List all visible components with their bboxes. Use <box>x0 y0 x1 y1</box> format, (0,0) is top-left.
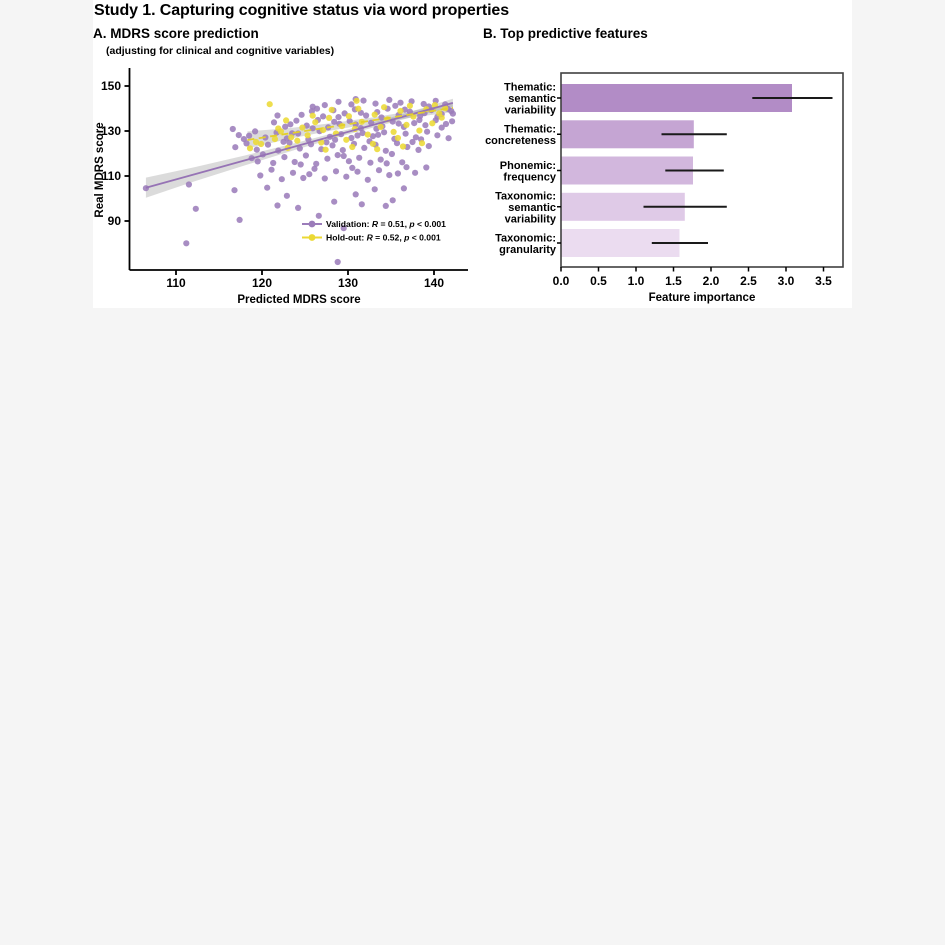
scatter-point <box>341 153 347 159</box>
scatter-point <box>386 172 392 178</box>
scatter-point <box>331 199 337 205</box>
scatter-point <box>324 156 330 162</box>
x-tick-label: 3.5 <box>815 274 832 288</box>
scatter-point <box>375 132 381 138</box>
scatter-point <box>372 101 378 107</box>
scatter-point <box>310 113 316 119</box>
scatter-point <box>449 118 455 124</box>
scatter-point <box>349 144 355 150</box>
scatter-point <box>396 121 402 127</box>
scatter-point <box>275 125 281 131</box>
panel-a-subtitle: (adjusting for clinical and cognitive variables) <box>106 45 335 57</box>
scatter-point <box>252 128 258 134</box>
scatter-point <box>299 125 305 131</box>
scatter-point <box>389 151 395 157</box>
scatter-point <box>274 112 280 118</box>
scatter-point <box>349 165 355 171</box>
x-tick-label: 110 <box>166 276 186 290</box>
scatter-point <box>392 103 398 109</box>
x-tick-label: 1.5 <box>665 274 682 288</box>
scatter-point <box>284 193 290 199</box>
scatter-point <box>381 104 387 110</box>
scatter-point <box>311 166 317 172</box>
scatter-point <box>303 152 309 158</box>
scatter-point <box>450 111 456 117</box>
scatter-point <box>143 185 149 191</box>
scatter-point <box>374 146 380 152</box>
figure-canvas <box>93 0 852 308</box>
scatter-point <box>383 148 389 154</box>
scatter-point <box>400 143 406 149</box>
scatter-point <box>391 129 397 135</box>
scatter-point <box>231 187 237 193</box>
scatter-point <box>381 129 387 135</box>
scatter-point <box>335 259 341 265</box>
scatter-point <box>270 160 276 166</box>
scatter-point <box>429 120 435 126</box>
scatter-point <box>258 141 264 147</box>
x-tick-label: 130 <box>337 276 359 290</box>
scatter-point <box>416 117 422 123</box>
scatter-point <box>359 201 365 207</box>
scatter-point <box>422 122 428 128</box>
scatter-point <box>370 141 376 147</box>
scatter-point <box>333 168 339 174</box>
scatter-point <box>322 102 328 108</box>
scatter-point <box>383 203 389 209</box>
x-tick-label: 2.0 <box>702 274 720 288</box>
scatter-point <box>446 135 452 141</box>
scatter-point <box>335 152 341 158</box>
scatter-point <box>409 139 415 145</box>
scatter-point <box>407 103 413 109</box>
scatter-point <box>329 142 335 148</box>
y-tick-label: 90 <box>107 214 121 229</box>
scatter-point <box>411 120 417 126</box>
scatter-point <box>306 171 312 177</box>
scatter-point <box>423 164 429 170</box>
scatter-point <box>348 101 354 107</box>
scatter-point <box>193 206 199 212</box>
mdrs-scatter-chart <box>93 58 475 308</box>
scatter-point <box>365 177 371 183</box>
scatter-point <box>255 158 261 164</box>
legend-text: Validation: R = 0.51, p < 0.001 <box>326 219 446 229</box>
scatter-point <box>280 139 286 145</box>
scatter-point <box>395 170 401 176</box>
category-label: Thematic: semantic variability <box>504 81 556 117</box>
scatter-point <box>335 99 341 105</box>
y-axis-label: Real MDRS score <box>94 122 106 218</box>
scatter-point <box>186 181 192 187</box>
scatter-point <box>343 137 349 143</box>
figure-title: Study 1. Capturing cognitive status via word properties <box>94 2 510 19</box>
scatter-point <box>397 100 403 106</box>
scatter-point <box>331 119 337 125</box>
scatter-point <box>232 144 238 150</box>
scatter-point <box>329 107 335 113</box>
legend-text: Hold-out: R = 0.52, p < 0.001 <box>326 232 441 243</box>
scatter-point <box>397 108 403 114</box>
scatter-point <box>292 159 298 165</box>
scatter-point <box>314 106 320 112</box>
legend-marker-icon <box>309 221 316 228</box>
scatter-point <box>340 147 346 153</box>
scatter-point <box>283 117 289 123</box>
legend-marker-icon <box>309 234 316 241</box>
x-axis-label: Feature importance <box>648 292 756 304</box>
scatter-point <box>416 128 422 134</box>
scatter-point <box>378 157 384 163</box>
scatter-point <box>299 112 305 118</box>
scatter-point <box>424 129 430 135</box>
scatter-point <box>236 132 242 138</box>
scatter-point <box>265 142 271 148</box>
scatter-point <box>293 118 299 124</box>
category-label: Taxonomic: semantic variability <box>495 190 556 226</box>
scatter-point <box>288 134 294 140</box>
scatter-point <box>360 98 366 104</box>
x-tick-label: 0.0 <box>552 274 570 288</box>
x-tick-label: 1.0 <box>627 274 645 288</box>
y-tick-label: 130 <box>100 124 121 139</box>
scatter-point <box>320 113 326 119</box>
y-tick-label: 150 <box>100 79 121 94</box>
x-tick-label: 2.5 <box>740 274 757 288</box>
panel-a-title: A. MDRS score prediction <box>93 26 259 41</box>
scatter-point <box>183 240 189 246</box>
scatter-point <box>354 132 360 138</box>
scatter-point <box>354 169 360 175</box>
scatter-point <box>372 112 378 118</box>
scatter-point <box>372 186 378 192</box>
x-tick-label: 3.0 <box>777 274 795 288</box>
legend-item <box>302 219 446 229</box>
scatter-point <box>439 115 445 121</box>
category-label: Phonemic: frequency <box>499 159 556 184</box>
legend-item <box>302 233 441 243</box>
scatter-point <box>401 185 407 191</box>
scatter-point <box>312 119 318 125</box>
scatter-point <box>267 101 273 107</box>
x-tick-label: 140 <box>423 276 445 290</box>
scatter-point <box>367 160 373 166</box>
scatter-point <box>295 205 301 211</box>
scatter-point <box>257 172 263 178</box>
scatter-point <box>279 176 285 182</box>
scatter-point <box>399 159 405 165</box>
scatter-point <box>386 97 392 103</box>
scatter-point <box>376 167 382 173</box>
scatter-point <box>403 131 409 137</box>
scatter-point <box>346 158 352 164</box>
scatter-point <box>439 125 445 131</box>
scatter-point <box>300 175 306 181</box>
scatter-point <box>343 174 349 180</box>
scatter-point <box>356 155 362 161</box>
scatter-point <box>271 119 277 125</box>
scatter-point <box>332 137 338 143</box>
scatter-point <box>305 132 311 138</box>
scatter-point <box>395 135 401 141</box>
panel-b-title: B. Top predictive features <box>483 26 648 41</box>
scatter-point <box>419 140 425 146</box>
scatter-point <box>354 98 360 104</box>
scatter-point <box>355 106 361 112</box>
scatter-point <box>378 124 384 130</box>
scatter-point <box>268 167 274 173</box>
scatter-point <box>298 161 304 167</box>
scatter-point <box>403 164 409 170</box>
scatter-point <box>346 113 352 119</box>
scatter-point <box>384 160 390 166</box>
scatter-point <box>326 115 332 121</box>
scatter-point <box>237 217 243 223</box>
scatter-point <box>412 170 418 176</box>
scatter-point <box>294 138 300 144</box>
scatter-point <box>254 147 260 153</box>
scatter-point <box>322 175 328 181</box>
scatter-point <box>247 145 253 151</box>
x-tick-label: 120 <box>251 276 273 290</box>
scatter-point <box>415 147 421 153</box>
scatter-point <box>274 202 280 208</box>
scatter-point <box>264 185 270 191</box>
x-tick-label: 0.5 <box>590 274 607 288</box>
scatter-point <box>353 191 359 197</box>
scatter-point <box>365 132 371 138</box>
scatter-point <box>335 114 341 120</box>
scatter-point <box>361 145 367 151</box>
category-label: Thematic: concreteness <box>485 123 556 147</box>
scatter-point <box>230 126 236 132</box>
scatter-point <box>281 154 287 160</box>
scatter-point <box>434 132 440 138</box>
scatter-point <box>323 147 329 153</box>
scatter-point <box>246 133 252 139</box>
scatter-point <box>403 122 409 128</box>
scatter-point <box>426 143 432 149</box>
feature-importance-chart <box>483 58 852 308</box>
scatter-point <box>316 213 322 219</box>
scatter-point <box>394 140 400 146</box>
y-tick-label: 110 <box>101 169 121 184</box>
scatter-point <box>290 170 296 176</box>
scatter-point <box>390 197 396 203</box>
category-label: Taxonomic: granularity <box>495 232 556 256</box>
x-axis-label: Predicted MDRS score <box>237 294 361 306</box>
